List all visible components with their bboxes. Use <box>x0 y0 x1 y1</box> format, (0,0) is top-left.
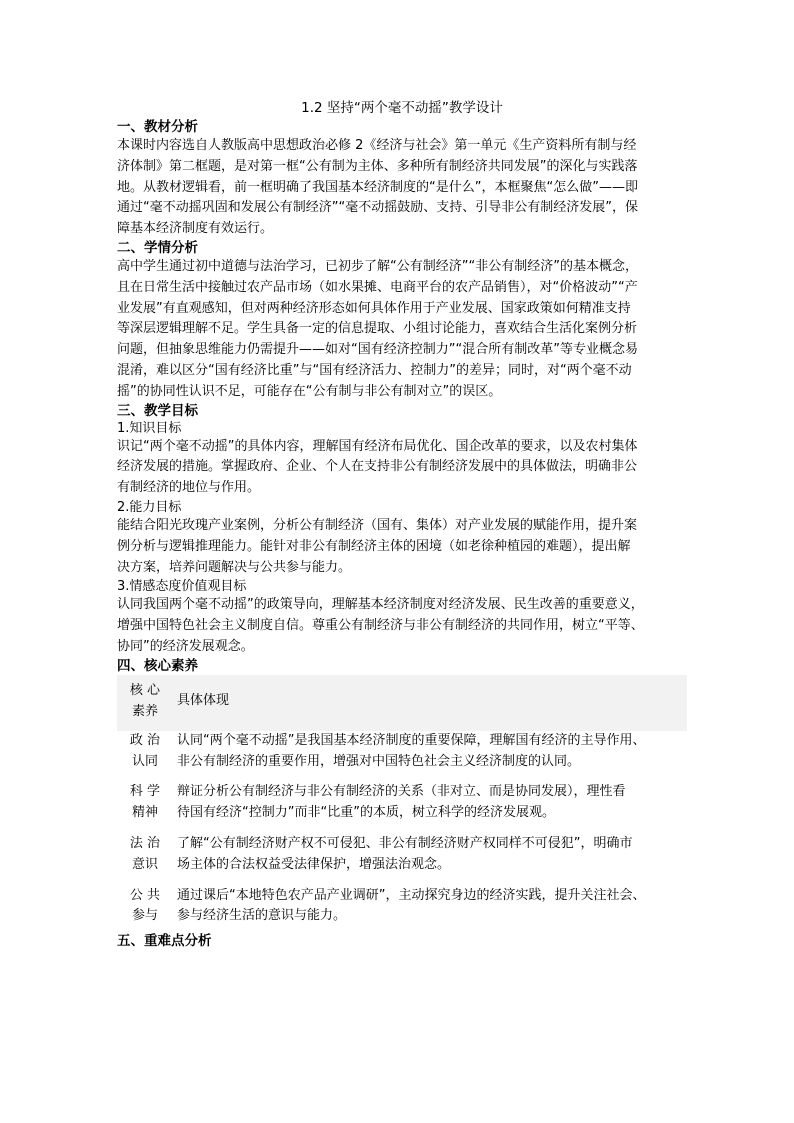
header-cell-literacy <box>117 675 173 731</box>
student-analysis-paragraph <box>117 257 687 403</box>
text-line: 高中学生通过初中道德与法治学习，已初步了解“公有制经济”“非公有制经济”的基本概念， <box>117 258 638 274</box>
section-heading-key-difficulties: 五、重难点分析 <box>117 933 212 950</box>
row-spacer <box>117 824 687 834</box>
cell-text: 法 治 <box>129 835 161 851</box>
text-line: 混淆，难以区分“国有经济比重”与“国有经济活力、控制力”的差异；同时，对“两个毫不动 <box>117 362 632 378</box>
cell-text: 公 共 <box>129 887 161 903</box>
cell-text: 精神 <box>131 805 158 821</box>
section-heading-teaching-goals: 三、教学目标 <box>117 402 198 419</box>
cell-text: 场主体的合法权益受法律保护，增强法治观念。 <box>177 856 451 872</box>
row-spacer <box>117 876 687 886</box>
ability-goal-paragraph <box>117 516 687 578</box>
cell-text: 辩证分析公有制经济与非公有制经济的关系（非对立、而是协同发展），理性看 <box>177 784 626 800</box>
cell-text: 政 治 <box>129 732 161 748</box>
literacy-name-cell <box>117 782 173 824</box>
table-row <box>117 886 687 928</box>
section-heading-student-analysis: 二、学情分析 <box>117 239 198 256</box>
text-line: 摇”的协同性认识不足，可能存在“公有制与非公有制对立”的误区。 <box>117 383 502 399</box>
knowledge-goal-paragraph <box>117 437 687 499</box>
table-header-row <box>117 675 687 731</box>
text-line: 认同我国两个毫不动摇”的政策导向，理解基本经济制度对经济发展、民生改善的重要意义， <box>117 597 644 613</box>
goal-heading-values: 3.情感态度价值观目标 <box>117 579 247 595</box>
text-line: 例分析与逻辑推理能力。能针对非公有制经济主体的困境（如老徐种植园的难题），提出解 <box>117 538 631 554</box>
cell-text: 参与 <box>131 908 158 924</box>
text-line: 且在日常生活中接触过农产品市场（如水果摊、电商平台的农产品销售），对“价格波动”“产 <box>117 279 638 295</box>
text-line: 决方案，培养问题解决与公共参与能力。 <box>117 559 352 575</box>
text-line: 通过“毫不动摇巩固和发展公有制经济”“毫不动摇鼓励、支持、引导非公有制经济发展”，保 <box>117 200 638 216</box>
cell-text: 待国有经济“控制力”而非“比重”的本质，树立科学的经济发展观。 <box>177 805 555 821</box>
textbook-analysis-paragraph <box>117 136 687 240</box>
table-row <box>117 834 687 876</box>
text-line: 问题，但抽象思维能力仍需提升——如对“国有经济控制力”“混合所有制改革”等专业概念易 <box>117 342 638 358</box>
text-line: 协同”的经济发展观念。 <box>117 638 254 654</box>
text-line: 业发展”有直观感知，但对两种经济形态如何具体作用于产业发展、国家政策如何精准支持 <box>117 300 631 316</box>
core-literacy-table <box>117 675 687 927</box>
cell-text: 非公有制经济的重要作用，增强对中国特色社会主义经济制度的认同。 <box>177 753 581 769</box>
text-line: 本课时内容选自人教版高中思想政治必修 2《经济与社会》第一单元《生产资料所有制与经 <box>117 138 637 153</box>
text-line: 等深层逻辑理解不足。学生具备一定的信息提取、小组讨论能力，喜欢结合生活化案例分析 <box>117 321 638 337</box>
cell-text: 通过课后“本地特色农产品产业调研”，主动探究身边的经济实践，提升关注社会、 <box>177 887 646 903</box>
embodiment-cell <box>173 782 687 824</box>
embodiment-cell <box>173 886 687 928</box>
text-line: 能结合阳光玫瑰产业案例，分析公有制经济（国有、集体）对产业发展的赋能作用，提升案 <box>117 517 638 533</box>
document-page <box>117 100 687 950</box>
text-line: 济体制》第二框题，是对第一框“公有制为主体、多种所有制经济共同发展”的深化与实践落 <box>117 158 638 174</box>
header-cell-embodiment: 具体体现 <box>173 675 687 731</box>
values-goal-paragraph <box>117 595 687 657</box>
section-heading-core-literacy: 四、核心素养 <box>117 657 198 674</box>
text-line: 增强中国特色社会主义制度自信。尊重公有制经济与非公有制经济的共同作用，树立“平等、 <box>117 618 644 634</box>
row-spacer <box>117 772 687 782</box>
cell-text: 认同“两个毫不动摇”是我国基本经济制度的重要保障，理解国有经济的主导作用、 <box>177 732 646 748</box>
table-row <box>117 731 687 773</box>
literacy-name-cell <box>117 834 173 876</box>
table-row <box>117 782 687 824</box>
document-title: 1.2 坚持“两个毫不动摇”教学设计 <box>301 100 503 116</box>
literacy-name-cell <box>117 731 173 773</box>
text-line: 障基本经济制度有效运行。 <box>117 221 274 237</box>
section-heading-textbook-analysis: 一、教材分析 <box>117 119 198 135</box>
embodiment-cell <box>173 731 687 773</box>
text-line: 识记“两个毫不动摇”的具体内容，理解国有经济布局优化、国企改革的要求，以及农村集体 <box>117 438 638 454</box>
text-line: 经济发展的措施。掌握政府、企业、个人在支持非公有制经济发展中的具体做法，明确非公 <box>117 459 638 475</box>
cell-text: 参与经济生活的意识与能力。 <box>177 908 347 924</box>
text-line: 地。从教材逻辑看，前一框明确了我国基本经济制度的“是什么”，本框聚焦“怎么做”——即 <box>117 179 638 195</box>
header-text: 素养 <box>131 703 158 719</box>
cell-text: 意识 <box>131 856 158 872</box>
header-text: 核 心 <box>129 682 161 698</box>
literacy-name-cell <box>117 886 173 928</box>
goal-heading-ability: 2.能力目标 <box>117 499 182 515</box>
embodiment-cell <box>173 834 687 876</box>
text-line: 有制经济的地位与作用。 <box>117 480 261 496</box>
cell-text: 了解“公有制经济财产权不可侵犯、非公有制经济财产权同样不可侵犯”，明确市 <box>177 835 633 851</box>
goal-heading-knowledge: 1.知识目标 <box>117 420 182 436</box>
cell-text: 认同 <box>131 753 158 769</box>
cell-text: 科 学 <box>129 784 161 800</box>
